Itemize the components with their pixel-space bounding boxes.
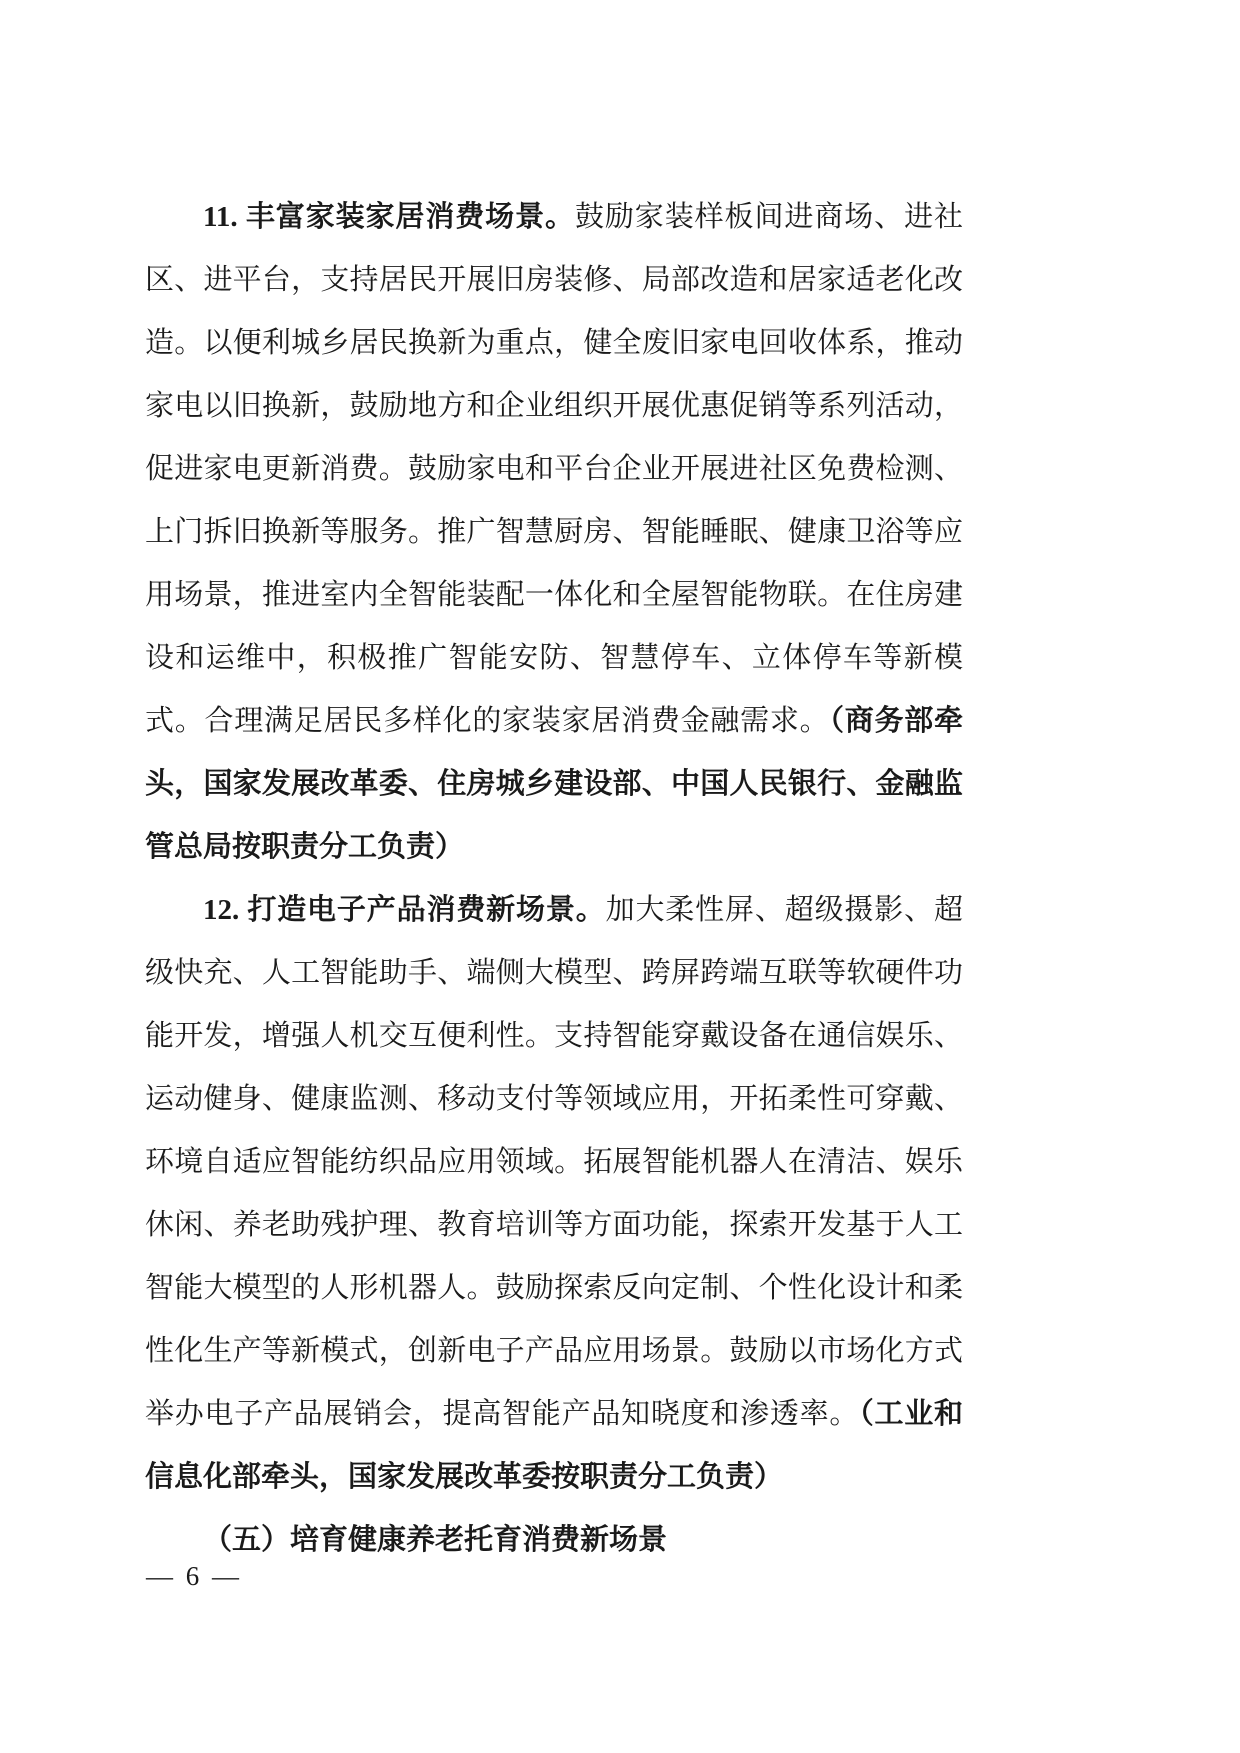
section-heading-5: （五）培育健康养老托育消费新场景: [203, 1524, 668, 1556]
paragraph-11-heading: 11. 丰富家装家居消费场景。: [203, 201, 575, 233]
paragraph-11-body: 鼓励家装样板间进商场、进社区、进平台，支持居民开展旧房装修、局部改造和居家适老化改造。以便利城乡居民换新为重点，健全废旧家电回收体系，推动家电以旧换新，鼓励地方和企业组织开展优惠促销等系列活动，促进家电更新消费。鼓励家电和平台企业开展进社区免费检测、上门拆旧换新等服务。推广智慧厨房、智能睡眠、健康卫浴等应用场景，推进室内全智能装配一体化和全屋智能物联。在住房建设和运维中，积极推广智能安防、智慧停车、立体停车等新模式。合理满足居民多样化的家装家居消费金融需求。: [145, 201, 963, 737]
paragraph-12-heading: 12. 打造电子产品消费新场景。: [203, 894, 606, 926]
document-content: [145, 186, 963, 1572]
page-number: — 6 —: [146, 1561, 242, 1591]
paragraph-11-attribution: （商务部牵头，国家发展改革委、住房城乡建设部、中国人民银行、金融监管总局按职责分工负责）: [145, 705, 963, 863]
paragraph-12: [145, 879, 963, 1509]
paragraph-12-attribution: （工业和信息化部牵头，国家发展改革委按职责分工负责）: [145, 1398, 963, 1493]
paragraph-11: [145, 186, 963, 879]
paragraph-12-body: 加大柔性屏、超级摄影、超级快充、人工智能助手、端侧大模型、跨屏跨端互联等软硬件功能开发，增强人机交互便利性。支持智能穿戴设备在通信娱乐、运动健身、健康监测、移动支付等领域应用，开拓柔性可穿戴、环境自适应智能纺织品应用领域。拓展智能机器人在清洁、娱乐休闲、养老助残护理、教育培训等方面功能，探索开发基于人工智能大模型的人形机器人。鼓励探索反向定制、个性化设计和柔性化生产等新模式，创新电子产品应用场景。鼓励以市场化方式举办电子产品展销会，提高智能产品知晓度和渗透率。: [145, 894, 963, 1430]
